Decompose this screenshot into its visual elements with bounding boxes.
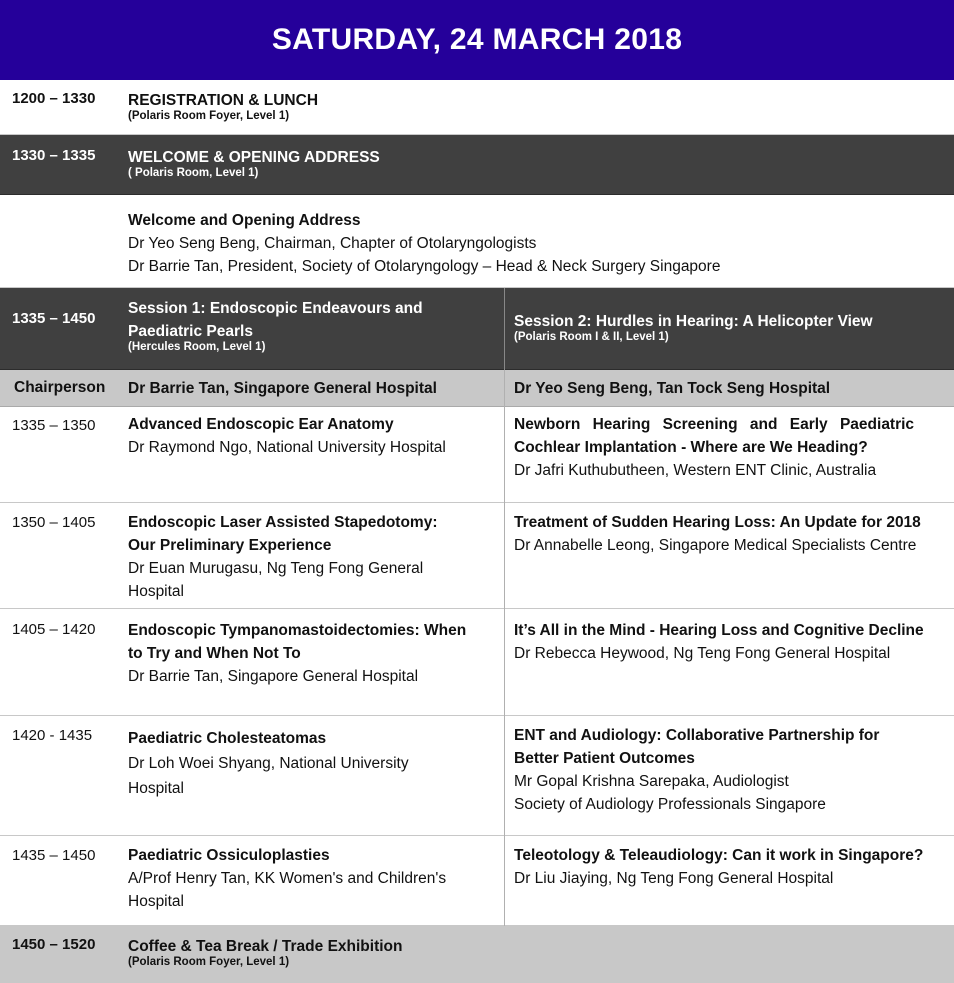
talk-speaker: Hospital: [128, 893, 184, 910]
registration-time: 1200 – 1330: [12, 90, 96, 107]
talk-title: Treatment of Sudden Hearing Loss: An Update for 2018: [514, 514, 921, 531]
talk-title: ENT and Audiology: Collaborative Partnership for: [514, 727, 880, 744]
talk-speaker: Dr Rebecca Heywood, Ng Teng Fong General Hospital: [514, 645, 891, 662]
session1-header: [128, 297, 423, 355]
talk-speaker: A/Prof Henry Tan, KK Women's and Children's: [128, 870, 447, 887]
talk-speaker: Dr Raymond Ngo, National University Hospital: [128, 439, 446, 456]
talk-title: Paediatric Cholesteatomas: [128, 730, 327, 747]
coffee-block: [128, 935, 402, 970]
welcome-speaker: Dr Barrie Tan, President, Society of Otolaryngology – Head & Neck Surgery Singapore: [128, 258, 721, 275]
welcome-speaker: Dr Yeo Seng Beng, Chairman, Chapter of Otolaryngologists: [128, 235, 537, 252]
registration-location: (Polaris Room Foyer, Level 1): [128, 110, 290, 122]
column-divider: [504, 288, 505, 370]
welcome-detail-row: [0, 195, 954, 288]
talk-speaker: Society of Audiology Professionals Singapore: [514, 796, 826, 813]
day-header: [0, 0, 954, 80]
talk-session2: [514, 511, 921, 557]
talk-session1: [128, 511, 438, 603]
talk-speaker: Dr Loh Woei Shyang, National University: [128, 755, 409, 772]
welcome-detail-block: [128, 209, 720, 278]
welcome-row: [0, 135, 954, 195]
registration-block: [128, 89, 318, 124]
talk-title: Teleotology & Teleaudiology: Can it work in Singapore?: [514, 847, 924, 864]
talk-row: [0, 407, 954, 503]
talk-speaker: Mr Gopal Krishna Sarepaka, Audiologist: [514, 773, 789, 790]
talk-time: 1435 – 1450: [12, 847, 96, 864]
talk-speaker: Hospital: [128, 583, 184, 600]
session1-title: Paediatric Pearls: [128, 323, 253, 340]
chair-session1: Dr Barrie Tan, Singapore General Hospital: [128, 380, 437, 397]
welcome-block: [128, 146, 380, 181]
talk-session2: [514, 413, 948, 482]
talk-session2: [514, 844, 923, 890]
chairperson-row: [0, 370, 954, 407]
talk-session1: [128, 844, 446, 913]
talk-row: [0, 503, 954, 609]
talk-title: Paediatric Ossiculoplasties: [128, 847, 330, 864]
welcome-location: ( Polaris Room, Level 1): [128, 167, 259, 179]
coffee-row: [0, 926, 954, 983]
talk-row: [0, 836, 954, 926]
talk-time: 1350 – 1405: [12, 514, 96, 531]
talk-title: Newborn Hearing Screening and Early Paediatric: [514, 416, 915, 433]
talk-session2: [514, 724, 879, 816]
talk-title: Advanced Endoscopic Ear Anatomy: [128, 416, 394, 433]
session2-header: [514, 310, 873, 345]
talk-session2: [514, 619, 924, 665]
talk-title: Endoscopic Tympanomastoidectomies: When: [128, 622, 467, 639]
talk-title: Our Preliminary Experience: [128, 537, 332, 554]
talk-speaker: Hospital: [128, 780, 184, 797]
chair-session2: Dr Yeo Seng Beng, Tan Tock Seng Hospital: [514, 380, 831, 397]
welcome-title: WELCOME & OPENING ADDRESS: [128, 149, 380, 166]
column-divider: [504, 370, 505, 926]
coffee-time: 1450 – 1520: [12, 936, 96, 953]
chairperson-label: Chairperson: [14, 379, 106, 396]
talk-row: [0, 716, 954, 836]
talk-title: to Try and When Not To: [128, 645, 301, 662]
talk-speaker: Dr Liu Jiaying, Ng Teng Fong General Hospital: [514, 870, 834, 887]
talk-title: Cochlear Implantation - Where are We Heading?: [514, 439, 868, 456]
talk-speaker: Dr Euan Murugasu, Ng Teng Fong General: [128, 560, 424, 577]
talk-session1: [128, 726, 409, 801]
talk-time: 1335 – 1350: [12, 417, 96, 434]
welcome-time: 1330 – 1335: [12, 147, 96, 164]
day-title: SATURDAY, 24 MARCH 2018: [271, 23, 683, 56]
talk-speaker: Dr Barrie Tan, Singapore General Hospital: [128, 668, 419, 685]
talk-title: Better Patient Outcomes: [514, 750, 695, 767]
coffee-location: (Polaris Room Foyer, Level 1): [128, 956, 290, 968]
welcome-detail-title: Welcome and Opening Address: [128, 212, 361, 229]
sessions-time: 1335 – 1450: [12, 310, 96, 327]
talk-time: 1420 - 1435: [12, 727, 93, 744]
session2-title: Session 2: Hurdles in Hearing: A Helicopter View: [514, 313, 873, 330]
talk-title: It’s All in the Mind - Hearing Loss and Cognitive Decline: [514, 622, 924, 639]
sessions-header-row: [0, 288, 954, 370]
registration-row: [0, 80, 954, 135]
session1-title: Session 1: Endoscopic Endeavours and: [128, 300, 423, 317]
talk-speaker: Dr Jafri Kuthubutheen, Western ENT Clinic, Australia: [514, 462, 877, 479]
session1-location: (Hercules Room, Level 1): [128, 341, 266, 353]
talk-title: Endoscopic Laser Assisted Stapedotomy:: [128, 514, 438, 531]
coffee-title: Coffee & Tea Break / Trade Exhibition: [128, 938, 403, 955]
talk-speaker: Dr Annabelle Leong, Singapore Medical Specialists Centre: [514, 537, 917, 554]
talk-time: 1405 – 1420: [12, 621, 96, 638]
talk-row: [0, 609, 954, 716]
registration-title: REGISTRATION & LUNCH: [128, 92, 319, 109]
talk-session1: [128, 619, 466, 688]
talk-session1: [128, 413, 446, 459]
session2-location: (Polaris Room I & II, Level 1): [514, 331, 669, 343]
